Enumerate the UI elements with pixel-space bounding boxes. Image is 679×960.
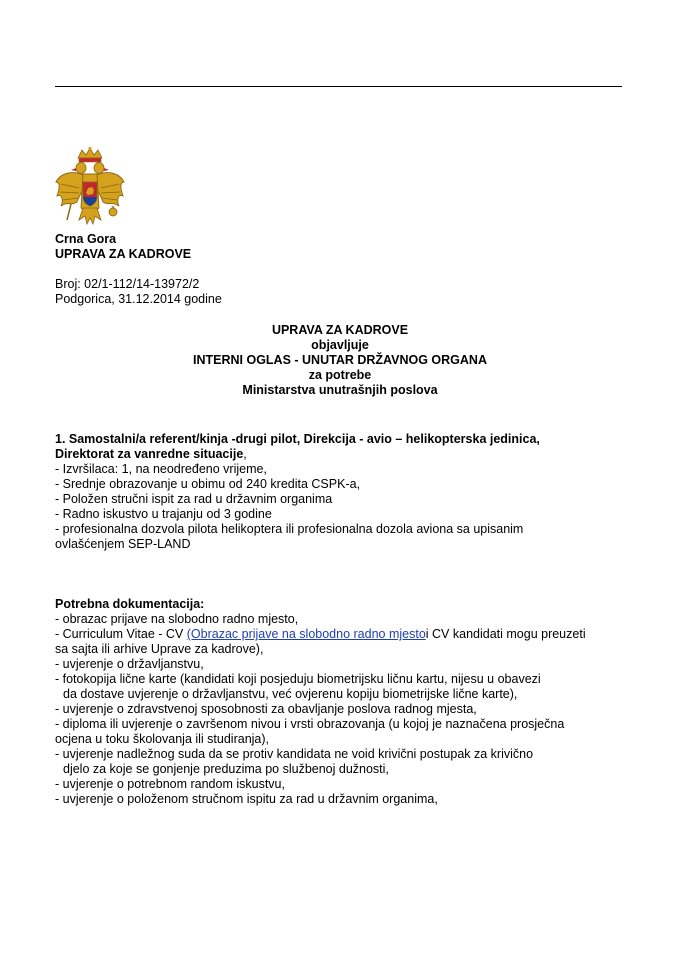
requirement-item: - Radno iskustvo u trajanju od 3 godine: [55, 507, 272, 521]
position-section: [55, 432, 630, 552]
title-line-4: za potrebe: [308, 368, 372, 382]
header-rule: [55, 86, 622, 87]
requirement-item: - Izvršilaca: 1, na neodređeno vrijeme,: [55, 462, 267, 476]
cv-prefix: - Curriculum Vitae - CV: [55, 627, 187, 641]
documentation-item: ocjena u toku školovanja ili studiranja),: [55, 732, 270, 746]
documentation-item: sa sajta ili arhive Uprave za kadrove),: [55, 642, 264, 656]
position-heading-line-2: [55, 447, 630, 462]
title-line-3: INTERNI OGLAS - UNUTAR DRŽAVNOG ORGANA: [193, 353, 487, 367]
documentation-item: - diploma ili uvjerenje o završenom nivou i vrsti obrazovanja (u kojoj je naznačena prosječna: [55, 717, 565, 731]
documentation-item: - uvjerenje o položenom stručnom ispitu za rad u državnim organima,: [55, 792, 438, 806]
documentation-item: - uvjerenje nadležnog suda da se protiv kandidata ne void krivični postupak za krivično: [55, 747, 534, 761]
requirement-item: - Srednje obrazovanje u obimu od 240 kredita CSPK-a,: [55, 477, 361, 491]
header-block: [55, 232, 630, 262]
documentation-item: - fotokopija lične karte (kandidati koji posjeduju biometrijsku ličnu kartu, nijesu u obavezi: [55, 672, 541, 686]
announcement-title: [55, 323, 625, 398]
coat-of-arms-emblem: [55, 146, 125, 228]
title-line-5: Ministarstva unutrašnjih poslova: [242, 383, 438, 397]
cv-suffix: i CV kandidati mogu preuzeti: [425, 627, 586, 641]
title-line-2: objavljuje: [311, 338, 369, 352]
documentation-item: da dostave uvjerenje o državljanstvu, već ovjerenu kopiju biometrijske lične karte),: [63, 687, 518, 701]
position-heading-directorate: Direktorat za vanredne situacije: [55, 447, 244, 461]
documentation-heading: Potrebna dokumentacija:: [55, 597, 205, 611]
documentation-item: - uvjerenje o državljanstvu,: [55, 657, 204, 671]
position-heading-comma: ,: [243, 447, 247, 461]
reference-number: Broj: 02/1-112/14-13972/2: [55, 277, 200, 291]
requirement-item: - profesionalna dozvola pilota helikoptera ili profesionalna dozola aviona sa upisanim: [55, 522, 524, 536]
position-heading-line-1: 1. Samostalni/a referent/kinja -drugi pilot, Direkcija - avio – helikopterska jedinica,: [55, 432, 540, 446]
institution-name: UPRAVA ZA KADROVE: [55, 247, 192, 261]
country-name: Crna Gora: [55, 232, 117, 246]
documentation-item: djelo za koje se gonjenje preduzima po službenoj dužnosti,: [63, 762, 389, 776]
requirement-item: ovlašćenjem SEP-LAND: [55, 537, 191, 551]
requirement-item: - Položen stručni ispit za rad u državnim organima: [55, 492, 333, 506]
documentation-item: - uvjerenje o potrebnom random iskustvu,: [55, 777, 285, 791]
documentation-item: - uvjerenje o zdravstvenoj sposobnosti za obavljanje poslova radnog mjesta,: [55, 702, 477, 716]
title-line-1: UPRAVA ZA KADROVE: [271, 323, 409, 337]
application-form-link[interactable]: (Obrazac prijave na slobodno radno mjesto: [186, 627, 426, 641]
documentation-item: - obrazac prijave na slobodno radno mjesto,: [55, 612, 299, 626]
reference-block: [55, 277, 630, 307]
documentation-item-cv: [55, 627, 630, 642]
place-date: Podgorica, 31.12.2014 godine: [55, 292, 222, 306]
documentation-section: [55, 597, 630, 807]
